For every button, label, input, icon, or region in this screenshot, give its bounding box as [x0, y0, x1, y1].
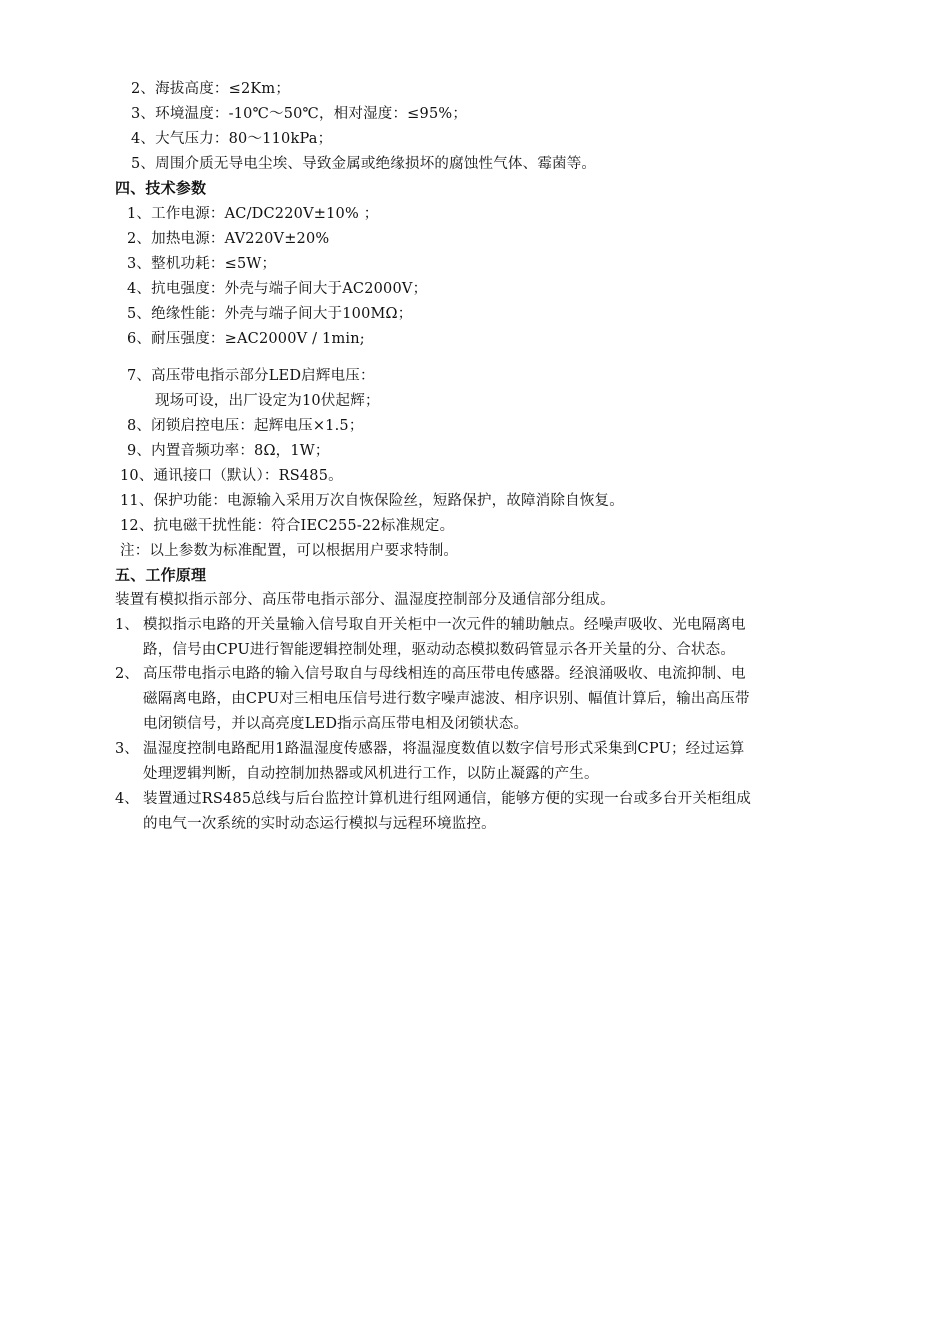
param-item-audio: 9、内置音频功率：8Ω，1W；: [127, 443, 330, 459]
param-item-dielectric: 4、抗电强度：外壳与端子间大于AC2000V；: [127, 281, 428, 297]
principle-number-2: 2、: [115, 666, 139, 682]
param-item-led-setting: 现场可设，出厂设定为10伏起辉；: [155, 393, 380, 409]
param-note: 注：以上参数为标准配置，可以根据用户要求特制。: [120, 543, 459, 559]
param-item-heating: 2、加热电源：AV220V±20%: [127, 231, 330, 247]
principle-1-line-1: 模拟指示电路的开关量输入信号取自开关柜中一次元件的辅助触点。经噪声吸收、光电隔离电: [143, 617, 746, 633]
principle-3-line-2: 处理逻辑判断，自动控制加热器或风机进行工作，以防止凝露的产生。: [143, 766, 599, 782]
principle-intro: 装置有模拟指示部分、高压带电指示部分、温湿度控制部分及通信部分组成。: [115, 592, 615, 608]
principle-4-line-2: 的电气一次系统的实时动态运行模拟与远程环境监控。: [143, 816, 496, 832]
param-item-led-voltage: 7、高压带电指示部分LED启辉电压：: [127, 368, 375, 384]
param-item-protection: 11、保护功能：电源输入采用万次自恢保险丝，短路保护，故障消除自恢复。: [120, 493, 624, 509]
principle-2-line-3: 电闭锁信号，并以高亮度LED指示高压带电相及闭锁状态。: [143, 716, 529, 732]
principle-number-4: 4、: [115, 791, 139, 807]
param-item-withstand: 6、耐压强度：≥AC2000V / 1min;: [127, 331, 365, 347]
principle-4-line-1: 装置通过RS485总线与后台监控计算机进行组网通信，能够方便的实现一台或多台开关柜组成: [143, 791, 752, 807]
principle-2-line-2: 磁隔离电路，由CPU对三相电压信号进行数字噪声滤波、相序识别、幅值计算后，输出高压带: [143, 691, 750, 707]
section-heading-tech-params: 四、技术参数: [115, 179, 207, 197]
env-item-altitude: 2、海拔高度：≤2Km；: [131, 81, 291, 97]
param-item-power: 1、工作电源：AC/DC220V±10% ；: [127, 206, 379, 222]
param-item-insulation: 5、绝缘性能：外壳与端子间大于100MΩ；: [127, 306, 413, 322]
env-item-temperature: 3、环境温度：-10℃～50℃，相对湿度：≤95%；: [131, 106, 468, 122]
principle-2-line-1: 高压带电指示电路的输入信号取自与母线相连的高压带电传感器。经浪涌吸收、电流抑制、电: [143, 666, 746, 682]
principle-1-line-2: 路，信号由CPU进行智能逻辑控制处理，驱动动态模拟数码管显示各开关量的分、合状态。: [143, 642, 736, 658]
principle-number-1: 1、: [115, 617, 139, 633]
param-item-comm: 10、通讯接口（默认）：RS485。: [120, 468, 343, 484]
param-item-consumption: 3、整机功耗：≤5W；: [127, 256, 277, 272]
principle-number-3: 3、: [115, 741, 139, 757]
principle-3-line-1: 温湿度控制电路配用1路温湿度传感器，将温湿度数值以数字信号形式采集到CPU；经过运算: [143, 741, 745, 757]
env-item-medium: 5、周围介质无导电尘埃、导致金属或绝缘损坏的腐蚀性气体、霉菌等。: [131, 156, 597, 172]
env-item-pressure: 4、大气压力：80～110kPa；: [131, 131, 333, 147]
section-heading-principle: 五、工作原理: [115, 566, 207, 584]
param-item-lock-voltage: 8、闭锁启控电压：起辉电压×1.5；: [127, 418, 364, 434]
param-item-emc: 12、抗电磁干扰性能：符合IEC255-22标准规定。: [120, 518, 455, 534]
